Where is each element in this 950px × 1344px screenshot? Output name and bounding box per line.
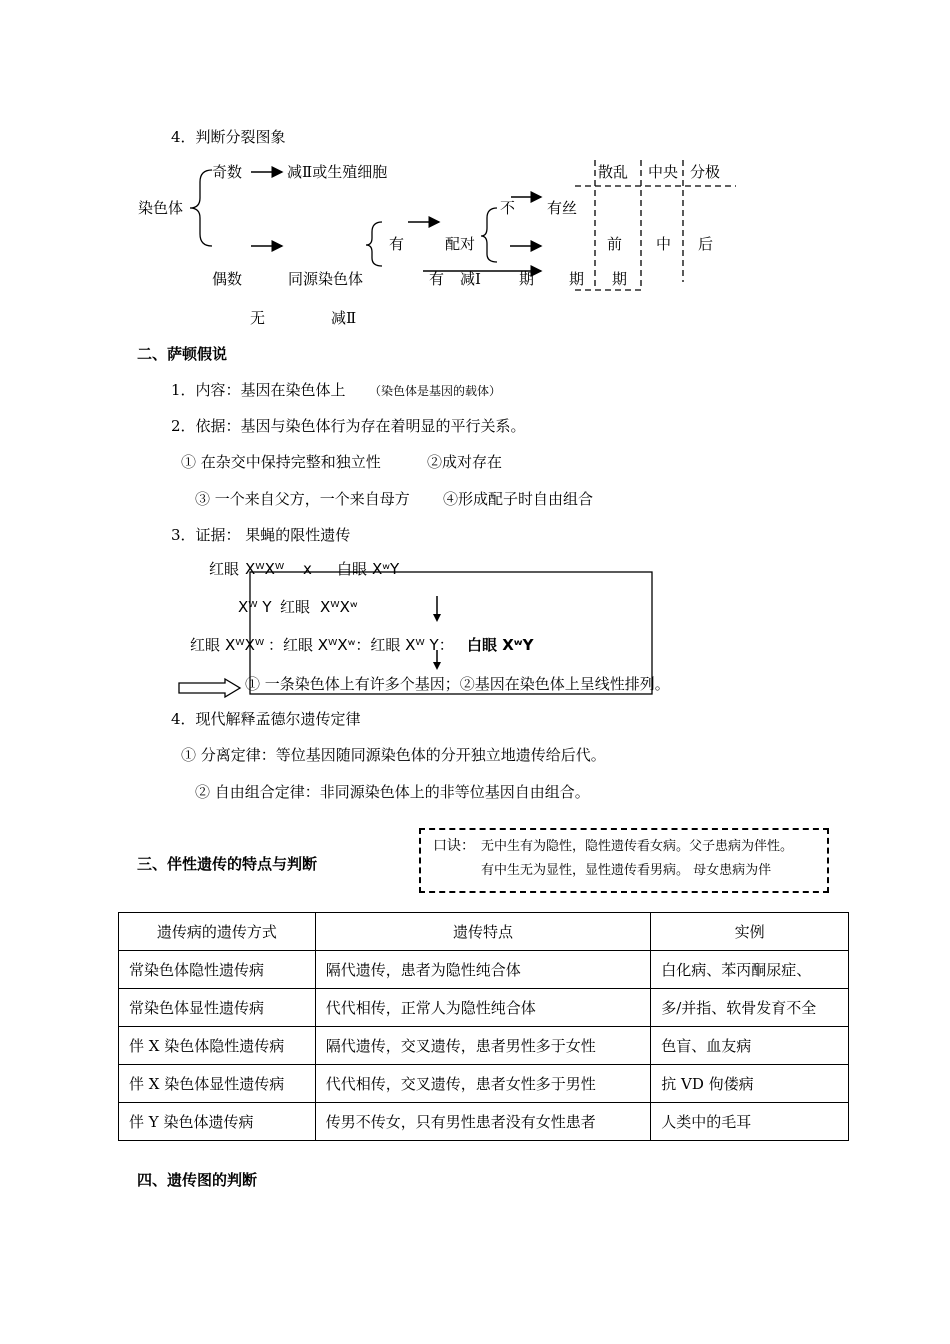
odd-result: 减Ⅱ或生殖细胞 <box>287 163 388 181</box>
table-cell: 伴 X 染色体显性遗传病 <box>119 1065 316 1103</box>
table-cell: 色盲、血友病 <box>651 1027 849 1065</box>
none-result: 减Ⅱ <box>331 309 357 327</box>
basis-b: ②成对存在 <box>427 453 503 471</box>
section4-heading: 四、遗传图的判断 <box>137 1171 258 1189</box>
period-label: 期 <box>519 270 535 288</box>
p-male-label: 白眼 <box>337 560 368 578</box>
period3-label: 期 <box>612 270 628 288</box>
basis-c: ③ 一个来自父方，一个来自母方 <box>195 490 410 508</box>
even-label: 偶数 <box>212 270 243 288</box>
mnemonic-line-2: 有中生无为显性，显性遗传看男病。 母女患病为伴 <box>481 863 772 878</box>
table-row <box>119 989 849 1027</box>
have2-label: 有 <box>429 270 445 288</box>
cross-symbol: x <box>303 560 312 578</box>
none-label: 无 <box>250 309 266 327</box>
modern-explanation: 4．现代解释孟德尔遗传定律 <box>171 710 361 728</box>
scatter-label: 散乱 <box>598 163 629 181</box>
assortment-law: ② 自由组合定律：非同源染色体上的非等位基因自由组合。 <box>195 783 590 801</box>
table-cell: 代代相传，正常人为隐性纯合体 <box>315 989 651 1027</box>
mnemonic-label: 口诀： <box>433 838 475 854</box>
table-cell: 常染色体显性遗传病 <box>119 989 316 1027</box>
table-row <box>119 1065 849 1103</box>
content-item: 1．内容：基因在染色体上 <box>171 381 346 399</box>
table-cell: 白化病、苯丙酮尿症、 <box>651 951 849 989</box>
table-cell: 多/并指、软骨发育不全 <box>651 989 849 1027</box>
center-label: 中央 <box>648 163 679 181</box>
table-row <box>119 1027 849 1065</box>
homolog-label: 同源染色体 <box>288 270 364 288</box>
f1-female-label: 红眼 <box>280 598 311 616</box>
anaphase-label: 后 <box>698 235 714 253</box>
have-label: 有 <box>389 235 405 253</box>
table-cell: 传男不传女，只有男性患者没有女性患者 <box>315 1103 651 1141</box>
poles-label: 分极 <box>690 163 721 181</box>
evidence-item: 3．证据： 果蝇的限性遗传 <box>171 526 351 544</box>
pairing-label: 配对 <box>445 235 476 253</box>
no-label: 不 <box>500 199 516 217</box>
p-female-label: 红眼 <box>209 560 240 578</box>
p-male-genotype: XʷY <box>372 560 400 578</box>
table-cell: 人类中的毛耳 <box>651 1103 849 1141</box>
table-header: 遗传病的遗传方式 <box>119 913 316 951</box>
inheritance-table <box>118 912 849 1141</box>
table-cell: 常染色体隐性遗传病 <box>119 951 316 989</box>
table-cell: 隔代遗传，交叉遗传，患者男性多于女性 <box>315 1027 651 1065</box>
mnemonic-line-1: 无中生有为隐性，隐性遗传看女病。父子患病为伴性。 <box>481 839 794 854</box>
hollow-arrow <box>179 679 240 697</box>
table-header: 遗传特点 <box>315 913 651 951</box>
table-cell: 代代相传，交叉遗传，患者女性多于男性 <box>315 1065 651 1103</box>
f2-a-label: 红眼 <box>190 636 221 654</box>
table-cell: 伴 Y 染色体遗传病 <box>119 1103 316 1141</box>
table-row <box>119 951 849 989</box>
table-cell: 隔代遗传，患者为隐性纯合体 <box>315 951 651 989</box>
judge-heading: 4．判断分裂图象 <box>171 128 286 146</box>
f1-female-genotype: XᵂXʷ <box>320 598 358 616</box>
period2-label: 期 <box>569 270 585 288</box>
prophase-label: 前 <box>607 235 623 253</box>
segregation-law: ① 分离定律：等位基因随同源染色体的分开独立地遗传给后代。 <box>181 746 606 764</box>
f1-male-genotype: Xᵂ Y <box>238 598 272 616</box>
table-row <box>119 1103 849 1141</box>
mnemonic-box <box>419 828 829 893</box>
chromosome-label: 染色体 <box>138 199 184 217</box>
basis-a: ① 在杂交中保持完整和独立性 <box>181 453 381 471</box>
conclusion-text: ① 一条染色体上有许多个基因；②基因在染色体上呈线性排列。 <box>245 675 670 693</box>
p-female-genotype: XᵂXᵂ <box>245 560 285 578</box>
f2-a-genotype: XᵂXᵂ <box>225 636 265 654</box>
basis-d: ④形成配子时自由组合 <box>443 490 594 508</box>
basis-item: 2．依据：基因与染色体行为存在着明显的平行关系。 <box>171 417 526 435</box>
table-cell: 抗 VD 佝偻病 <box>651 1065 849 1103</box>
meiosis1-label: 减Ⅰ <box>460 270 481 288</box>
section2-heading: 二、萨顿假说 <box>137 345 228 363</box>
f2-b-genotypes: ：红眼 XᵂXʷ：红眼 Xᵂ Y： <box>268 636 454 654</box>
f2-c-genotype: 白眼 XʷY <box>467 636 534 654</box>
odd-label: 奇数 <box>212 163 243 181</box>
table-cell: 伴 X 染色体隐性遗传病 <box>119 1027 316 1065</box>
table-header: 实例 <box>651 913 849 951</box>
content-note: （染色体是基因的载体） <box>369 384 502 398</box>
table-header-row <box>119 913 849 951</box>
mitosis-label: 有丝 <box>547 199 578 217</box>
metaphase-label: 中 <box>656 235 672 253</box>
section3-heading: 三、伴性遗传的特点与判断 <box>137 855 318 873</box>
